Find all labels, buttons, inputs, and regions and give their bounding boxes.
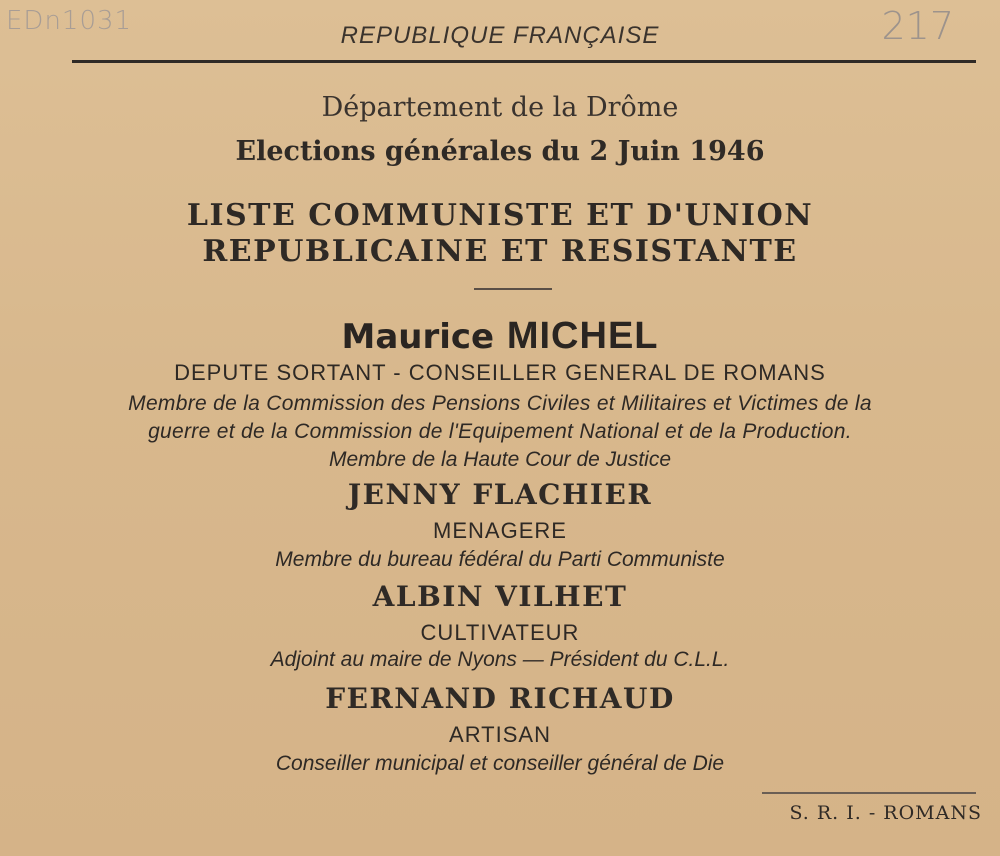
candidate-4-role: ARTISAN <box>449 722 551 747</box>
header-rule <box>72 60 976 63</box>
candidate-1-role: DEPUTE SORTANT - CONSEILLER GENERAL DE ROMANS <box>174 360 826 385</box>
candidate-3-detail: Adjoint au maire de Nyons — Président du C.L.L. <box>270 648 730 671</box>
candidate-1-detail-3: Membre de la Haute Cour de Justice <box>329 448 671 471</box>
separator-rule <box>474 288 552 290</box>
candidate-4-detail: Conseiller municipal et conseiller général de Die <box>275 752 725 775</box>
list-title-line-1: LISTE COMMUNISTE ET D'UNION <box>186 198 814 233</box>
candidate-2-detail: Membre du bureau fédéral du Parti Communiste <box>275 548 725 571</box>
candidate-3-role: CULTIVATEUR <box>420 620 580 645</box>
list-title-line-2: REPUBLICAINE ET RESISTANTE <box>202 234 798 269</box>
republic-header: REPUBLIQUE FRANÇAISE <box>340 22 660 49</box>
list-title <box>0 198 1000 270</box>
election-title: Elections générales du 2 Juin 1946 <box>235 136 765 167</box>
candidate-1-last-name: MICHEL <box>506 315 659 357</box>
candidate-2-name: JENNY FLACHIER <box>347 478 653 511</box>
candidate-1-detail-1: Membre de la Commission des Pensions Civiles et Militaires et Victimes de la <box>128 392 872 415</box>
printer-imprint: S. R. I. - ROMANS <box>789 802 982 824</box>
footer-rule <box>762 792 976 794</box>
candidate-2-role: MENAGERE <box>433 518 567 543</box>
candidate-4-name: FERNAND RICHAUD <box>325 682 675 715</box>
department-line: Département de la Drôme <box>321 92 679 123</box>
candidate-1-first-name: Maurice <box>341 317 495 357</box>
candidate-3-name: ALBIN VILHET <box>372 580 628 613</box>
archive-number: EDn1031 <box>6 6 133 36</box>
page-number: 217 <box>881 4 954 48</box>
candidate-1-detail-2: guerre et de la Commission de l'Equipement National et de la Production. <box>148 420 852 443</box>
candidate-1-name <box>0 312 1000 358</box>
